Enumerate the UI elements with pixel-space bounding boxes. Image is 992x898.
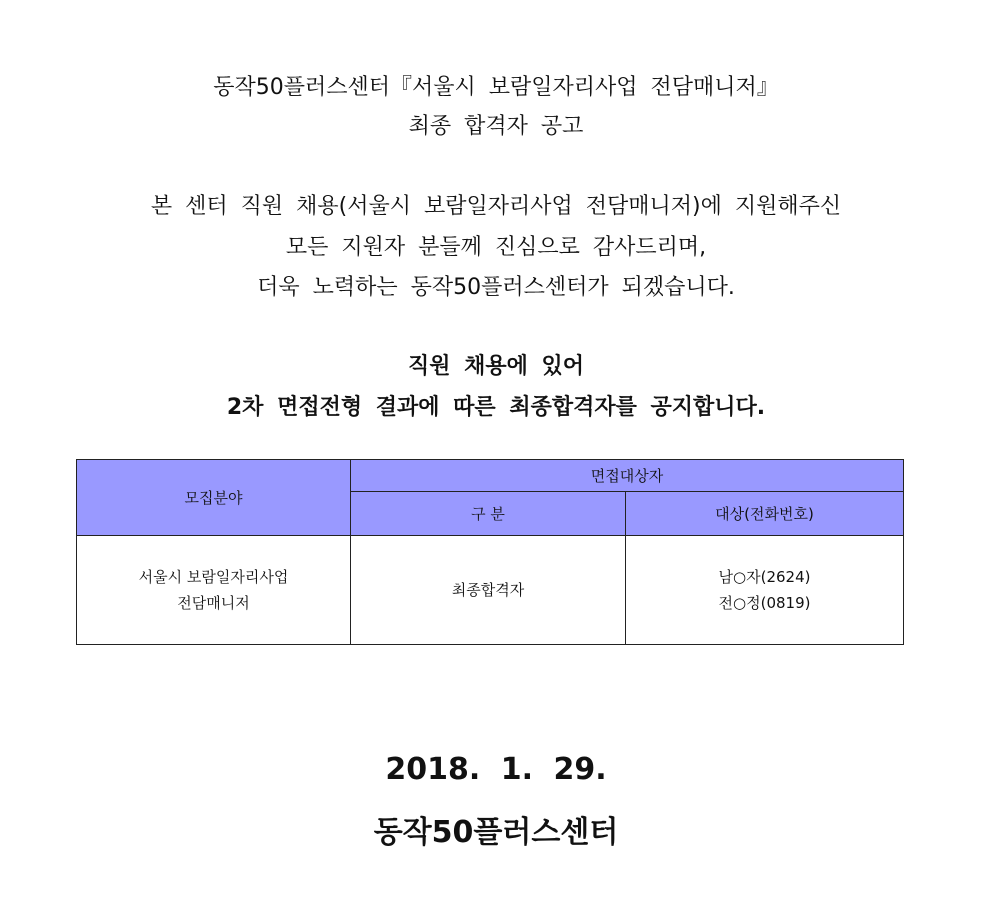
result-table bbox=[76, 459, 904, 645]
target-line2: 전○정(0819) bbox=[718, 594, 811, 612]
intro-line1: 본 센터 직원 채용(서울시 보람일자리사업 전담매니저)에 지원해주신 bbox=[150, 194, 842, 219]
header-target: 대상(전화번호) bbox=[626, 492, 904, 536]
header-category: 구 분 bbox=[351, 492, 626, 536]
target-cell bbox=[626, 536, 904, 645]
header-field: 모집분야 bbox=[77, 460, 351, 536]
intro-line2: 모든 지원자 분들께 진심으로 감사드리며, bbox=[285, 235, 707, 260]
field-line2: 전담매니저 bbox=[177, 594, 250, 612]
field-line1: 서울시 보람일자리사업 bbox=[138, 568, 289, 586]
announcement-date: 2018. 1. 29. bbox=[385, 752, 607, 787]
intro-line3: 더욱 노력하는 동작50플러스센터가 되겠습니다. bbox=[257, 275, 735, 300]
notice-title-line1: 동작50플러스센터『서울시 보람일자리사업 전담매니저』 bbox=[213, 75, 779, 100]
notice-line2: 2차 면접전형 결과에 따른 최종합격자를 공지합니다. bbox=[226, 395, 766, 420]
field-cell bbox=[77, 536, 351, 645]
table-row bbox=[77, 536, 904, 645]
notice-title-line2: 최종 합격자 공고 bbox=[408, 114, 584, 139]
notice-line1: 직원 채용에 있어 bbox=[407, 354, 585, 379]
organization-name: 동작50플러스센터 bbox=[373, 815, 619, 850]
category-cell: 최종합격자 bbox=[351, 536, 626, 645]
target-line1: 남○자(2624) bbox=[718, 568, 811, 586]
header-interviewees: 면접대상자 bbox=[351, 460, 904, 492]
